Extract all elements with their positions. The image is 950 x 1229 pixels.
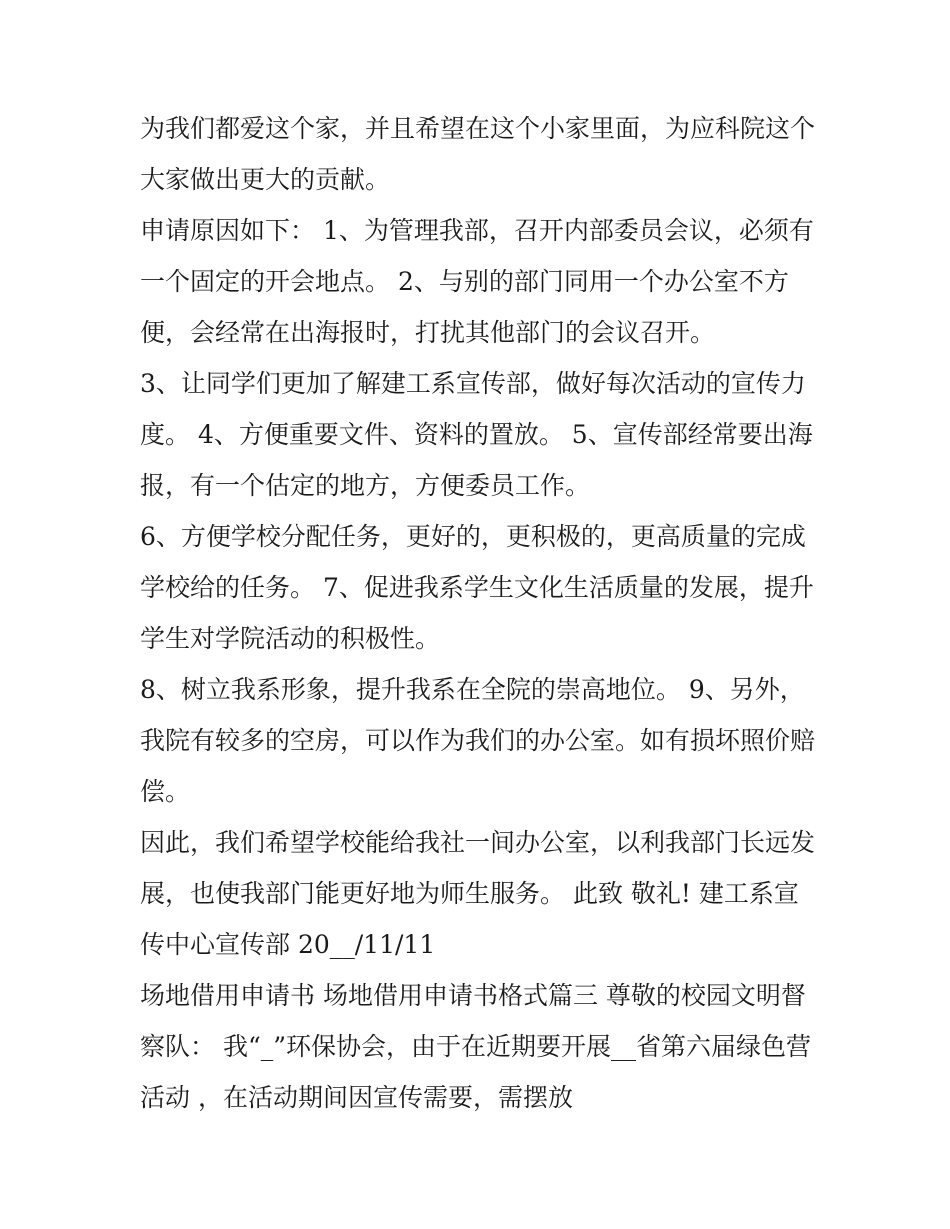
text-line: 度。 4、方便重要文件、资料的置放。 5、宣传部经常要出海 [140, 420, 813, 449]
text-line: 因此，我们希望学校能给我社一间办公室，以利我部门长远发 [140, 828, 816, 857]
text-line: 学校给的任务。 7、促进我系学生文化生活质量的发展，提升 [140, 573, 814, 602]
text-line: 展，也使我部门能更好地为师生服务。 此致 敬礼! 建工系宣 [140, 879, 799, 908]
document-body [140, 103, 820, 1123]
text-line: 察队： 我“_”环保协会，由于在近期要开展__省第六届绿色营 [140, 1032, 812, 1061]
text-line: 为我们都爱这个家，并且希望在这个小家里面，为应科院这个 [140, 114, 816, 143]
text-line: 6、方便学校分配任务，更好的，更积极的，更高质量的完成 [140, 522, 806, 551]
text-line: 大家做出更大的贡献。 [140, 165, 391, 194]
text-line: 传中心宣传部 20__/11/11 [140, 930, 436, 959]
text-line: 便，会经常在出海报时，打扰其他部门的会议召开。 [140, 318, 716, 347]
text-line: 申请原因如下： 1、为管理我部，召开内部委员会议，必须有 [140, 216, 814, 245]
text-line: 8、树立我系形象，提升我系在全院的崇高地位。 9、另外， [140, 675, 805, 704]
text-line: 场地借用申请书 场地借用申请书格式篇三 尊敬的校园文明督 [140, 981, 806, 1010]
text-line: 一个固定的开会地点。 2、与别的部门同用一个办公室不方 [140, 267, 789, 296]
text-line: 偿。 [140, 777, 191, 806]
text-line: 活动 ，在活动期间因宣传需要，需摆放 [140, 1083, 573, 1112]
text-line: 报，有一个估定的地方，方便委员工作。 [140, 471, 591, 500]
text-line: 3、让同学们更加了解建工系宣传部，做好每次活动的宣传力 [140, 369, 806, 398]
text-line: 学生对学院活动的积极性。 [140, 624, 441, 653]
text-line: 我院有较多的空房，可以作为我们的办公室。如有损坏照价赔 [140, 726, 816, 755]
